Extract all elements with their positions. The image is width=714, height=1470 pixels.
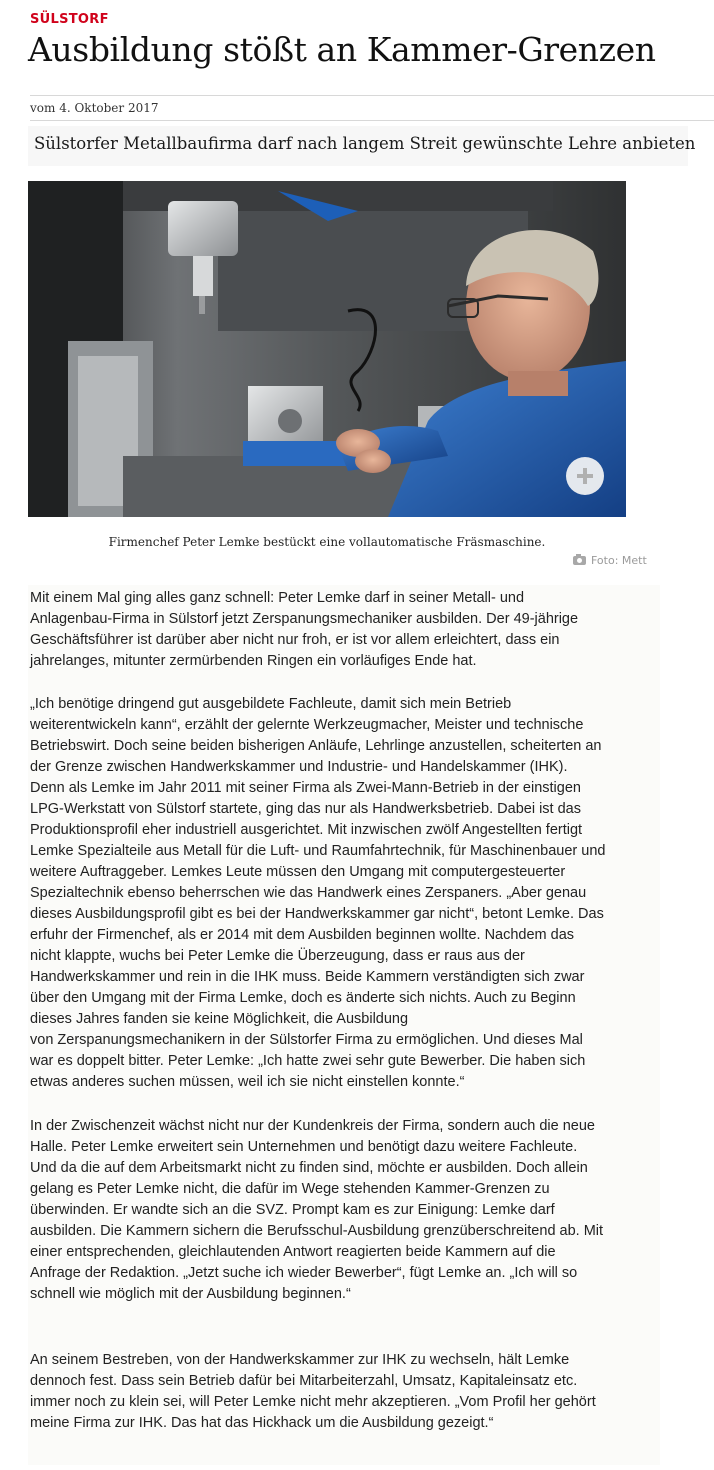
article-photo[interactable] bbox=[28, 181, 626, 517]
text-line: Mit einem Mal ging alles ganz schnell: Peter Lemke darf in seiner Metall- und bbox=[30, 590, 525, 606]
text-line: der Grenze zwischen Handwerkskammer und Industrie- und Handelskammer (IHK). bbox=[30, 759, 568, 775]
camera-icon bbox=[573, 556, 586, 565]
text-line: jahrelanges, mitunter zermürbenden Ringen ein vorläufiges Ende hat. bbox=[30, 653, 477, 669]
article-header bbox=[0, 0, 714, 567]
text-line: Und da die auf dem Arbeitsmarkt nicht zu finden sind, möchte er ausbilden. Doch allein bbox=[30, 1160, 588, 1176]
text-line: An seinem Bestreben, von der Handwerkskammer zur IHK zu wechseln, hält Lemke bbox=[30, 1352, 570, 1368]
text-line: dennoch fest. Dass sein Betrieb dafür bei Mitarbeiterzahl, Umsatz, Kapitaleinsatz etc. bbox=[30, 1373, 578, 1389]
text-line: dieses Ausbildungsprofil gibt es bei der Handwerkskammer gar nicht“, betont Lemke. Das bbox=[30, 906, 604, 922]
text-line: weitere Auftraggeber. Lemkes Leute müssen den Umgang mit computergesteuerter bbox=[30, 864, 566, 880]
text-line: über den Umgang mit der Firma Lemke, doch es änderte sich nichts. Auch zu Beginn bbox=[30, 990, 576, 1006]
publish-date: vom 4. Oktober 2017 bbox=[30, 101, 159, 115]
text-line: Handwerkskammer und rein in die IHK muss. Beide Kammern verständigten sich zwar bbox=[30, 969, 585, 985]
text-line: immer noch zu klein sei, will Peter Lemke nicht mehr akzeptieren. „Vom Profil her gehört bbox=[30, 1394, 596, 1410]
text-line: weiterentwickeln kann“, erzählt der gelernte Werkzeugmacher, Meister und technische bbox=[30, 717, 584, 733]
text-line: war es doppelt bitter. Peter Lemke: „Ich hatte zwei sehr gute Bewerber. Die haben sich bbox=[30, 1053, 586, 1069]
text-line: etwas anderes suchen müssen, weil ich sie nicht einstellen konnte.“ bbox=[30, 1074, 465, 1090]
text-line: gelang es Peter Lemke nicht, die dafür im Wege stehenden Kammer-Grenzen zu bbox=[30, 1181, 550, 1197]
text-line: nicht klappte, wuchs bei Peter Lemke die Überzeugung, dass er raus aus der bbox=[30, 948, 525, 964]
text-line: Geschäftsführer ist darüber aber nicht nur froh, er ist vor allem erleichtert, dass ein bbox=[30, 632, 560, 648]
text-line: von Zerspanungsmechanikern in der Sülstorfer Firma zu ermöglichen. Und dieses Mal bbox=[30, 1032, 583, 1048]
text-line: dieses Jahres fanden sie keine Möglichkeit, die Ausbildung bbox=[30, 1011, 409, 1027]
body-paragraph bbox=[30, 1350, 596, 1434]
text-line: Denn als Lemke im Jahr 2011 mit seiner Firma als Zwei-Mann-Betrieb in der einstigen bbox=[30, 780, 581, 796]
text-line: Spezialtechnik ebenso beherrschen wie das Handwerk eines Zerspaners. „Aber genau bbox=[30, 885, 587, 901]
body-paragraph bbox=[30, 588, 578, 672]
text-line: einer entsprechenden, gleichlautenden Antwort reagierten beide Kammern auf die bbox=[30, 1244, 556, 1260]
text-line: Halle. Peter Lemke erweitert sein Unternehmen und benötigt dazu weitere Fachleute. bbox=[30, 1139, 578, 1155]
text-line: Produktionsprofil eher industriell ausgerichtet. Mit inzwischen zwölf Angestellten fertigt bbox=[30, 822, 583, 838]
article-subheadline: Sülstorfer Metallbaufirma darf nach langem Streit gewünschte Lehre anbieten bbox=[34, 134, 696, 153]
text-line: meine Firma zur IHK. Das hat das Hickhack um die Ausbildung gezeigt.“ bbox=[30, 1415, 494, 1431]
article-headline: Ausbildung stößt an Kammer-Grenzen bbox=[28, 30, 656, 69]
zoom-button[interactable] bbox=[566, 457, 604, 495]
photo-credit bbox=[573, 554, 647, 567]
text-line: Lemke Spezialteile aus Metall für die Luft- und Raumfahrtechnik, für Maschinenbauer und bbox=[30, 843, 606, 859]
text-line: ausbilden. Die Kammern sichern die Berufsschul-Ausbildung grenzüberschreitend ab. Mit bbox=[30, 1223, 604, 1239]
text-line: In der Zwischenzeit wächst nicht nur der Kundenkreis der Firma, sondern auch die neue bbox=[30, 1118, 595, 1134]
photo-caption: Firmenchef Peter Lemke bestückt eine vollautomatische Fräsmaschine. bbox=[108, 535, 546, 549]
divider bbox=[30, 120, 714, 121]
text-line: „Ich benötige dringend gut ausgebildete Fachleute, damit sich mein Betrieb bbox=[30, 696, 512, 712]
text-line: erfuhr der Firmenchef, als er 2014 mit dem Ausbilden beginnen wollte. Nachdem das bbox=[30, 927, 575, 943]
text-line: überwinden. Er wandte sich an die SVZ. Prompt kam es zur Einigung: Lemke darf bbox=[30, 1202, 555, 1218]
text-line: LPG-Werkstatt von Sülstorf startete, ging das nur als Handwerksbetrieb. Dabei ist das bbox=[30, 801, 581, 817]
subheadline-box bbox=[28, 126, 696, 166]
photo-credit-text: Foto: Mett bbox=[591, 554, 647, 567]
text-line: Anfrage der Redaktion. „Jetzt suche ich wieder Bewerber“, fügt Lemke an. „Ich will so bbox=[30, 1265, 578, 1281]
text-line: Anlagenbau-Firma in Sülstorf jetzt Zerspanungsmechaniker ausbilden. Der 49-jährige bbox=[30, 611, 579, 627]
text-line: Betriebswirt. Doch seine beiden bisherigen Anläufe, Lehrlinge anzustellen, scheiterten an bbox=[30, 738, 602, 754]
body-paragraph bbox=[30, 1116, 603, 1305]
divider bbox=[30, 95, 714, 96]
photo-illustration bbox=[28, 181, 626, 517]
topline-location: SÜLSTORF bbox=[30, 12, 109, 27]
body-paragraph bbox=[30, 694, 605, 1093]
text-line: schnell wie möglich mit der Ausbildung beginnen.“ bbox=[30, 1286, 351, 1302]
